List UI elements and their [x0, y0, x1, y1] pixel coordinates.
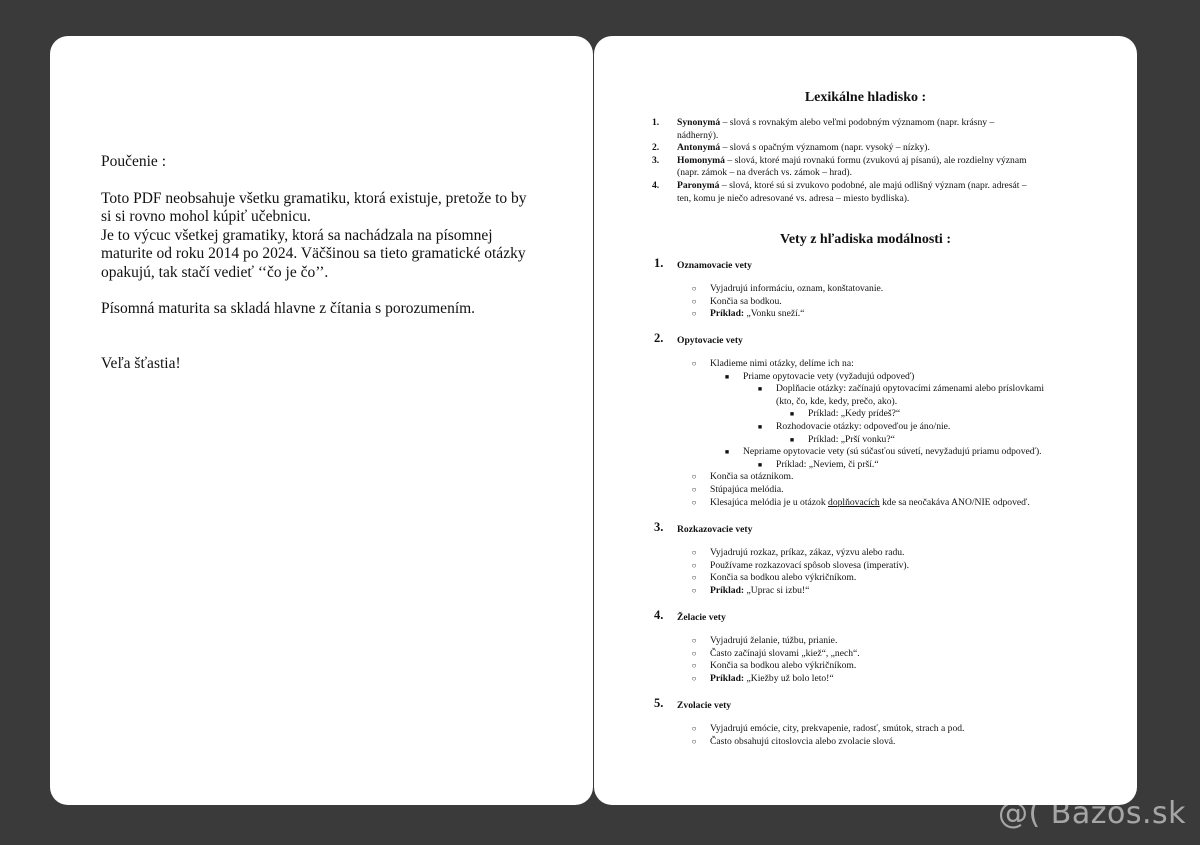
list-item: ○ Končia sa bodkou alebo výkričníkom. [710, 660, 856, 673]
list-item: ○ Klesajúca melódia je u otázok doplňovacích kde sa neočakáva ANO/NIE odpoveď. [710, 497, 1030, 510]
notice-line: Je to výcuc všetkej gramatiky, ktorá sa nachádzala na písomnej [101, 226, 493, 244]
list-item: ○ Príklad: „Vonku sneží.“ [710, 308, 804, 321]
left-page [50, 36, 593, 805]
definition: – slová s opačným významom (napr. vysoký – nízky). [720, 142, 930, 154]
circle-bullet-icon: ○ [691, 284, 697, 293]
circle-bullet-icon: ○ [691, 724, 697, 733]
lexical-item [652, 117, 1092, 142]
lexical-item [652, 155, 1092, 180]
list-item: ○ Príklad: „Kiežby už bolo leto!“ [710, 673, 834, 686]
list-item: ■ Rozhodovacie otázky: odpoveďou je áno/nie. [776, 421, 950, 434]
definition-cont: ten, komu je niečo adresované vs. adresa – miesto bydliska). [677, 192, 910, 204]
section-number: 1. [654, 256, 664, 270]
circle-bullet-icon: ○ [691, 497, 697, 507]
modality-title: Vety z hľadiska modálnosti : [780, 232, 951, 247]
list-item: ○ Končia sa bodkou alebo výkričníkom. [710, 572, 856, 585]
section-title: Oznamovacie vety [677, 260, 752, 271]
section-number: 3. [654, 520, 664, 534]
circle-bullet-icon: ○ [691, 573, 697, 583]
square-bullet-icon: ■ [757, 460, 763, 469]
lexical-title: Lexikálne hladisko : [804, 90, 927, 105]
definition-cont: (napr. zámok – na dverách vs. zámok – hrad). [677, 167, 853, 179]
notice-paragraph: Písomná maturita sa skladá hlavne z čítania s porozumením. [101, 300, 476, 317]
left-page-text [101, 153, 541, 373]
list-item: ○ Kladieme nimi otázky, delíme ich na: [710, 358, 854, 371]
square-bullet-icon: ■ [757, 423, 763, 431]
list-item: ○ Často obsahujú citoslovcia alebo zvolacie slová. [710, 736, 895, 749]
item-number: 1. [652, 117, 660, 128]
definition: – slová, ktoré sú si zvukovo podobné, ale majú odlišný význam (napr. adresát – [719, 179, 1027, 191]
list-item: ■ Príklad: „Prší vonku?“ [808, 434, 895, 447]
circle-bullet-icon: ○ [691, 485, 697, 494]
notice-line: maturite od roku 2014 po 2024. Väčšinou sa tieto gramatické otázky [101, 245, 526, 262]
term: Synonymá [677, 117, 721, 128]
list-item: ○ Stúpajúca melódia. [710, 484, 784, 497]
circle-bullet-icon: ○ [691, 636, 697, 645]
notice-line: opakujú, tak stačí vedieť ‘‘čo je čo’’. [101, 263, 329, 281]
list-item: ■ Doplňacie otázky: začínajú opytovacími zámenami alebo príslovkami [776, 383, 1044, 396]
list-item: ○ Vyjadrujú rozkaz, príkaz, zákaz, výzvu alebo radu. [710, 547, 904, 560]
list-item: ○ Končia sa otáznikom. [710, 471, 793, 484]
list-item: ■ Príklad: „Neviem, či prší.“ [776, 459, 879, 472]
section-title: Opytovacie vety [677, 335, 743, 346]
list-item: ■ Nepriame opytovacie vety (sú súčasťou súvetí, nevyžadujú priamu odpoveď). [743, 446, 1042, 459]
closing-line: Veľa šťastia! [101, 354, 181, 372]
list-item: ■ Príklad: „Kedy prídeš?“ [808, 408, 900, 421]
section-title: Rozkazovacie vety [677, 524, 753, 535]
circle-bullet-icon: ○ [691, 472, 697, 482]
notice-line: si si rovno mohol kúpiť učebnicu. [101, 208, 311, 225]
definition-cont: nádherný). [677, 129, 719, 141]
circle-bullet-icon: ○ [691, 309, 697, 319]
section-number: 5. [654, 696, 664, 710]
square-bullet-icon: ■ [757, 385, 763, 394]
circle-bullet-icon: ○ [691, 296, 697, 306]
circle-bullet-icon: ○ [691, 661, 697, 671]
lexical-list [652, 117, 1092, 205]
circle-bullet-icon: ○ [691, 585, 697, 595]
list-item: ○ Vyjadrujú emócie, city, prekvapenie, radosť, smútok, strach a pod. [710, 723, 964, 736]
term: Paronymá [677, 179, 720, 191]
lexical-item [652, 142, 1092, 155]
circle-bullet-icon: ○ [691, 560, 697, 570]
section-title: Zvolacie vety [677, 700, 732, 711]
notice-line: Toto PDF neobsahuje všetku gramatiku, ktorá existuje, pretože to by [101, 189, 527, 207]
section-number: 2. [654, 331, 664, 345]
item-number: 2. [652, 142, 660, 154]
list-item: ○ Vyjadrujú informáciu, oznam, konštatovanie. [710, 283, 883, 296]
list-item: ■ Priame opytovacie vety (vyžadujú odpoveď) [743, 371, 914, 384]
bazos-watermark: @( Bazos.sk [998, 796, 1186, 831]
definition: – slová s rovnakým alebo veľmi podobným významom (napr. krásny – [720, 117, 995, 128]
definition: – slová, ktoré majú rovnakú formu (zvukovú aj písanú), ale rozdielny význam [724, 154, 1027, 166]
square-bullet-icon: ■ [789, 410, 795, 419]
circle-bullet-icon: ○ [691, 648, 697, 658]
circle-bullet-icon: ○ [691, 736, 697, 746]
lexical-item [652, 180, 1092, 205]
right-page [594, 36, 1137, 805]
square-bullet-icon: ■ [789, 435, 795, 444]
section-title: Želacie vety [677, 612, 726, 623]
list-item: ○ Používame rozkazovací spôsob slovesa (imperatív). [710, 560, 909, 573]
list-item: ○ Príklad: „Uprac si izbu!“ [710, 585, 809, 598]
list-item: ○ Často začínajú slovami „kiež“, „nech“. [710, 648, 860, 661]
item-number: 3. [652, 154, 660, 166]
circle-bullet-icon: ○ [691, 548, 697, 557]
list-item-cont: (kto, čo, kde, kedy, prečo, ako). [776, 395, 898, 407]
term: Antonymá [677, 142, 721, 154]
list-item: ○ Vyjadrujú želanie, túžbu, prianie. [710, 635, 837, 648]
list-item: ○ Končia sa bodkou. [710, 296, 782, 309]
notice-heading: Poučenie : [101, 153, 166, 170]
circle-bullet-icon: ○ [691, 673, 697, 683]
circle-bullet-icon: ○ [691, 359, 697, 368]
square-bullet-icon: ■ [724, 372, 730, 381]
item-number: 4. [652, 179, 660, 191]
square-bullet-icon: ■ [724, 448, 730, 457]
term: Homonymá [677, 154, 725, 166]
section-number: 4. [654, 608, 664, 622]
